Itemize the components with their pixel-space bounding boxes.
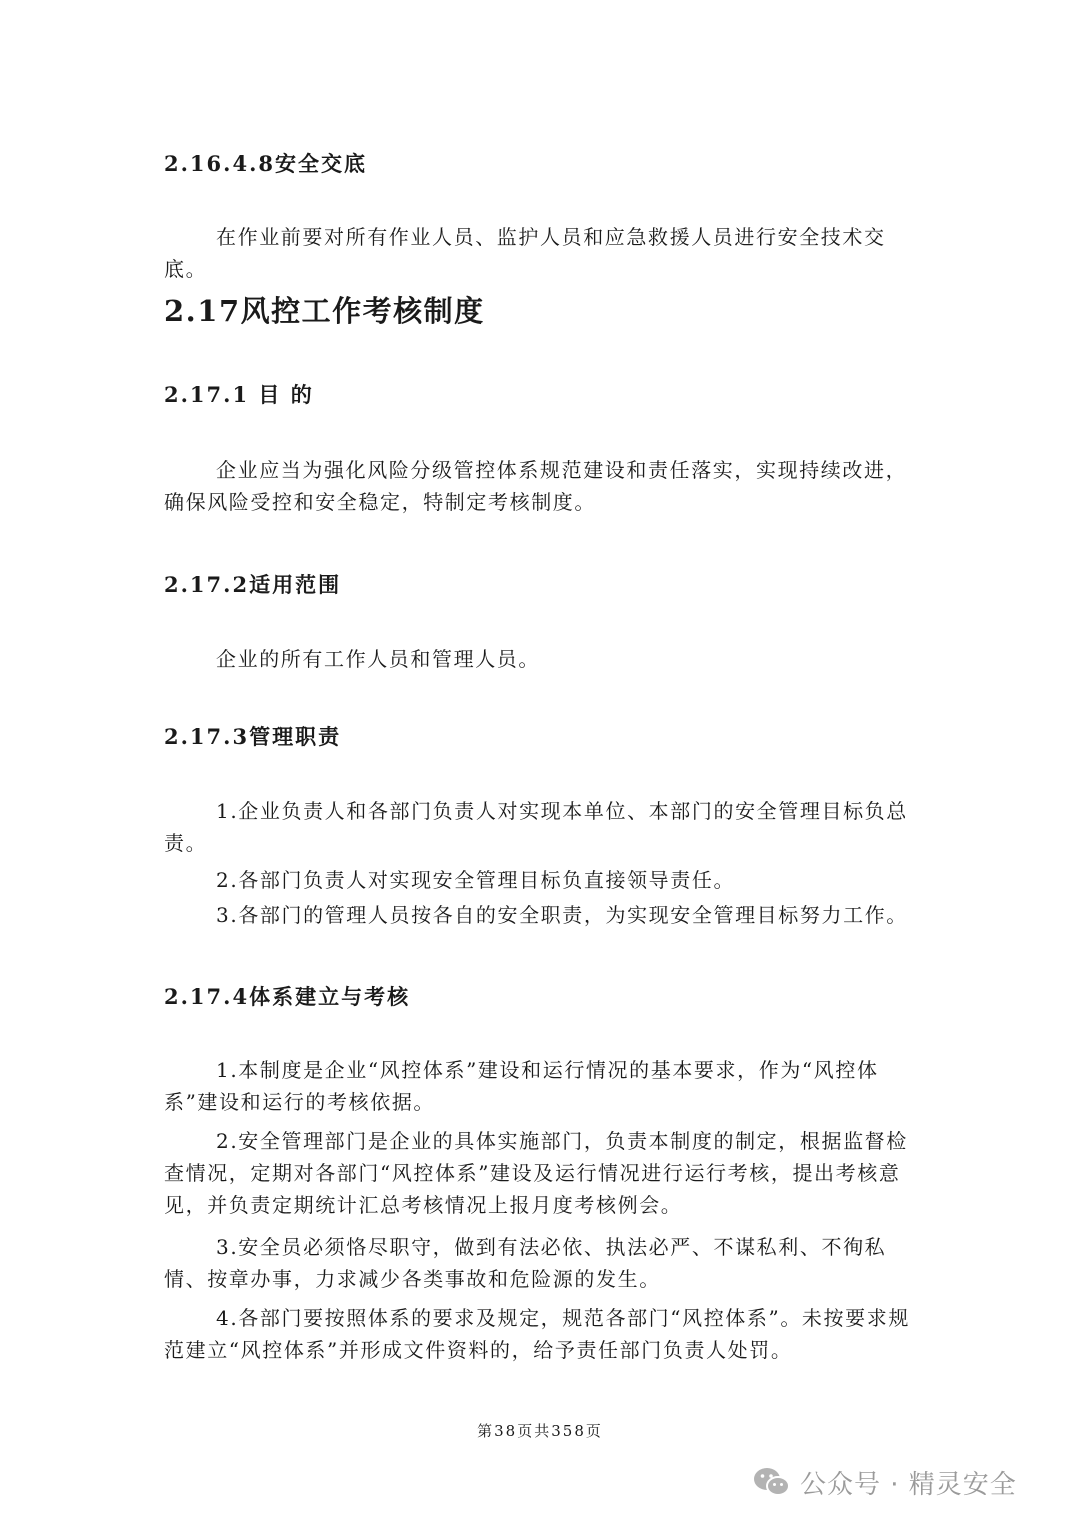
list-item: 4.各部门要按照体系的要求及规定，规范各部门“风控体系”。未按要求规范建立“风控体系”并形成文件资料的，给予责任部门负责人处罚。 [164, 1306, 910, 1362]
heading-2-16-4-8: 2.16.4.8安全交底 [164, 151, 367, 176]
heading-2-17-4: 2.17.4体系建立与考核 [164, 984, 411, 1009]
heading-2-17: 2.17风控工作考核制度 [164, 294, 485, 328]
watermark [752, 1462, 1017, 1502]
paragraph-2-16-4-8: 在作业前要对所有作业人员、监护人员和应急救援人员进行安全技术交底。 [164, 225, 886, 281]
page-number: 第38页共358页 [477, 1422, 603, 1440]
list-item: 1.本制度是企业“风控体系”建设和运行情况的基本要求，作为“风控体系”建设和运行的考核依据。 [164, 1058, 879, 1114]
heading-2-17-1: 2.17.1 目 的 [164, 382, 314, 407]
paragraph-2-17-1: 企业应当为强化风险分级管控体系规范建设和责任落实，实现持续改进，确保风险受控和安全稳定，特制定考核制度。 [164, 458, 908, 514]
watermark-text: 公众号 · 精灵安全 [800, 1469, 1017, 1500]
list-item: 3.安全员必须恪尽职守，做到有法必依、执法必严、不谋私利、不徇私情、按章办事，力求减少各类事故和危险源的发生。 [164, 1235, 887, 1291]
heading-2-17-3: 2.17.3管理职责 [164, 724, 342, 749]
list-item: 3.各部门的管理人员按各自的安全职责，为实现安全管理目标努力工作。 [216, 903, 908, 927]
list-item: 1.企业负责人和各部门负责人对实现本单位、本部门的安全管理目标负总责。 [164, 799, 908, 855]
paragraph-2-17-2: 企业的所有工作人员和管理人员。 [216, 647, 540, 671]
list-item: 2.安全管理部门是企业的具体实施部门，负责本制度的制定，根据监督检查情况，定期对各部门“风控体系”建设及运行情况进行运行考核，提出考核意见，并负责定期统计汇总考核情况上报月度考核例会。 [164, 1129, 908, 1217]
wechat-icon [752, 1465, 792, 1499]
list-item: 2.各部门负责人对实现安全管理目标负直接领导责任。 [216, 868, 736, 892]
heading-2-17-2: 2.17.2适用范围 [164, 572, 342, 597]
